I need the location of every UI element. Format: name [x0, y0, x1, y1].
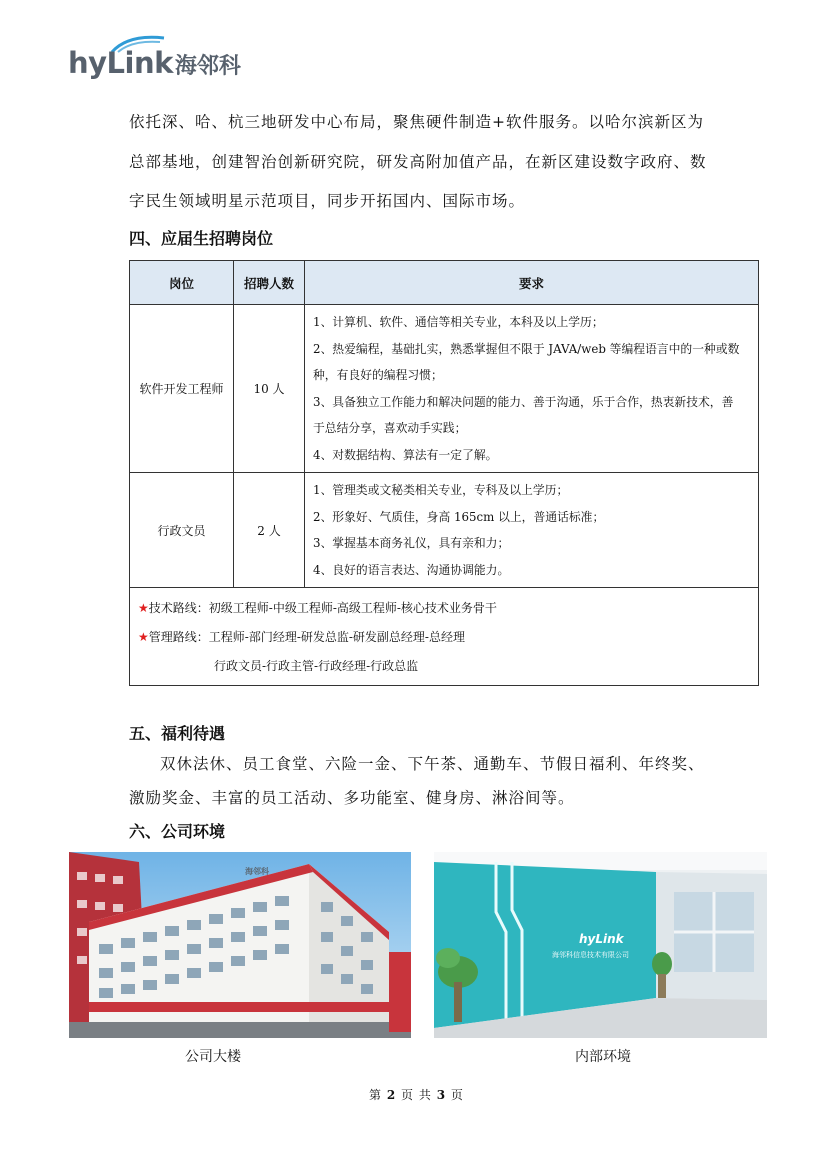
intro-line-1: 依托深、哈、杭三地研发中心布局，聚焦硬件制造+软件服务。以哈尔滨新区为	[129, 113, 704, 131]
page-footer	[369, 1086, 464, 1103]
section-4-title: 四、应届生招聘岗位	[129, 229, 274, 248]
star-icon: ★	[138, 601, 149, 615]
header-position: 岗位	[130, 261, 234, 305]
logo-latin: hyLink	[68, 46, 173, 80]
row1-position: 软件开发工程师	[130, 305, 234, 473]
requirement-line: 3、掌握基本商务礼仪，具有亲和力；	[313, 536, 510, 550]
section-6-title: 六、公司环境	[129, 822, 226, 841]
requirement-line: 4、良好的语言表达、沟通协调能力。	[313, 562, 510, 577]
photo1-caption: 公司大楼	[185, 1049, 241, 1065]
row1-requirements	[305, 305, 759, 473]
requirement-line: 2、形象好、气质佳，身高 165cm 以上，普通话标准；	[313, 509, 605, 524]
logo-wordmark	[68, 46, 241, 80]
requirement-line: 2、热爱编程，基础扎实，熟悉掌握但不限于 JAVA/web 等编程语言中的一种或数	[313, 341, 740, 356]
admin-path: 行政文员-行政主管-行政经理-行政总监	[214, 659, 419, 673]
building-sign: 海邻科	[245, 867, 269, 876]
section-5-title: 五、福利待遇	[129, 724, 226, 743]
logo-chinese: 海邻科	[174, 54, 241, 79]
header-requirements: 要求	[305, 261, 759, 305]
requirement-line: 1、计算机、软件、通信等相关专业，本科及以上学历；	[313, 315, 604, 329]
requirement-line: 种，有良好的编程习惯；	[313, 368, 443, 382]
header-count: 招聘人数	[234, 261, 305, 305]
table-row	[130, 305, 759, 473]
row2-count: 2 人	[234, 473, 305, 588]
intro-line-2: 总部基地，创建智治创新研究院，研发高附加值产品，在新区建设数字政府、数	[129, 153, 707, 171]
career-paths-row	[130, 588, 759, 686]
footer-suffix: 页	[450, 1088, 464, 1102]
footer-page-number: 2	[386, 1088, 397, 1102]
footer-total-pages: 3	[436, 1088, 447, 1102]
star-icon: ★	[138, 630, 149, 644]
tech-path-text: 技术路线：初级工程师-中级工程师-高级工程师-核心技术业务骨干	[148, 601, 497, 615]
wall-company-name: 海邻科信息技术有限公司	[552, 951, 629, 959]
intro-line-3: 字民生领域明星示范项目，同步开拓国内、国际市场。	[129, 192, 526, 210]
mgmt-path	[138, 623, 752, 652]
table-header-row	[130, 261, 759, 305]
requirement-line: 4、对数据结构、算法有一定了解。	[313, 447, 498, 462]
requirement-line: 于总结分享，喜欢动手实践；	[313, 421, 467, 435]
row1-count: 10 人	[234, 305, 305, 473]
photo2-caption: 内部环境	[575, 1049, 631, 1065]
row2-position: 行政文员	[130, 473, 234, 588]
building-illustration	[69, 852, 411, 1038]
building-photo	[69, 852, 411, 1038]
benefits-line-2: 激励奖金、丰富的员工活动、多功能室、健身房、淋浴间等。	[129, 789, 575, 807]
footer-prefix: 第	[369, 1088, 383, 1102]
wall-logo: hyLink	[579, 932, 624, 946]
tech-path	[138, 594, 752, 623]
career-paths	[130, 588, 759, 686]
row2-requirements	[305, 473, 759, 588]
requirement-line: 1、管理类或文秘类相关专业，专科及以上学历；	[313, 483, 569, 497]
requirement-line: 3、具备独立工作能力和解决问题的能力、善于沟通，乐于合作，热衷新技术，善	[313, 394, 734, 409]
jobs-table	[129, 260, 759, 686]
footer-mid: 页 共	[401, 1088, 432, 1102]
interior-photo	[434, 852, 767, 1038]
table-row	[130, 473, 759, 588]
benefits-line-1: 双休法休、员工食堂、六险一金、下午茶、通勤车、节假日福利、年终奖、	[160, 755, 705, 773]
mgmt-path-text: 管理路线：工程师-部门经理-研发总监-研发副总经理-总经理	[148, 630, 465, 644]
